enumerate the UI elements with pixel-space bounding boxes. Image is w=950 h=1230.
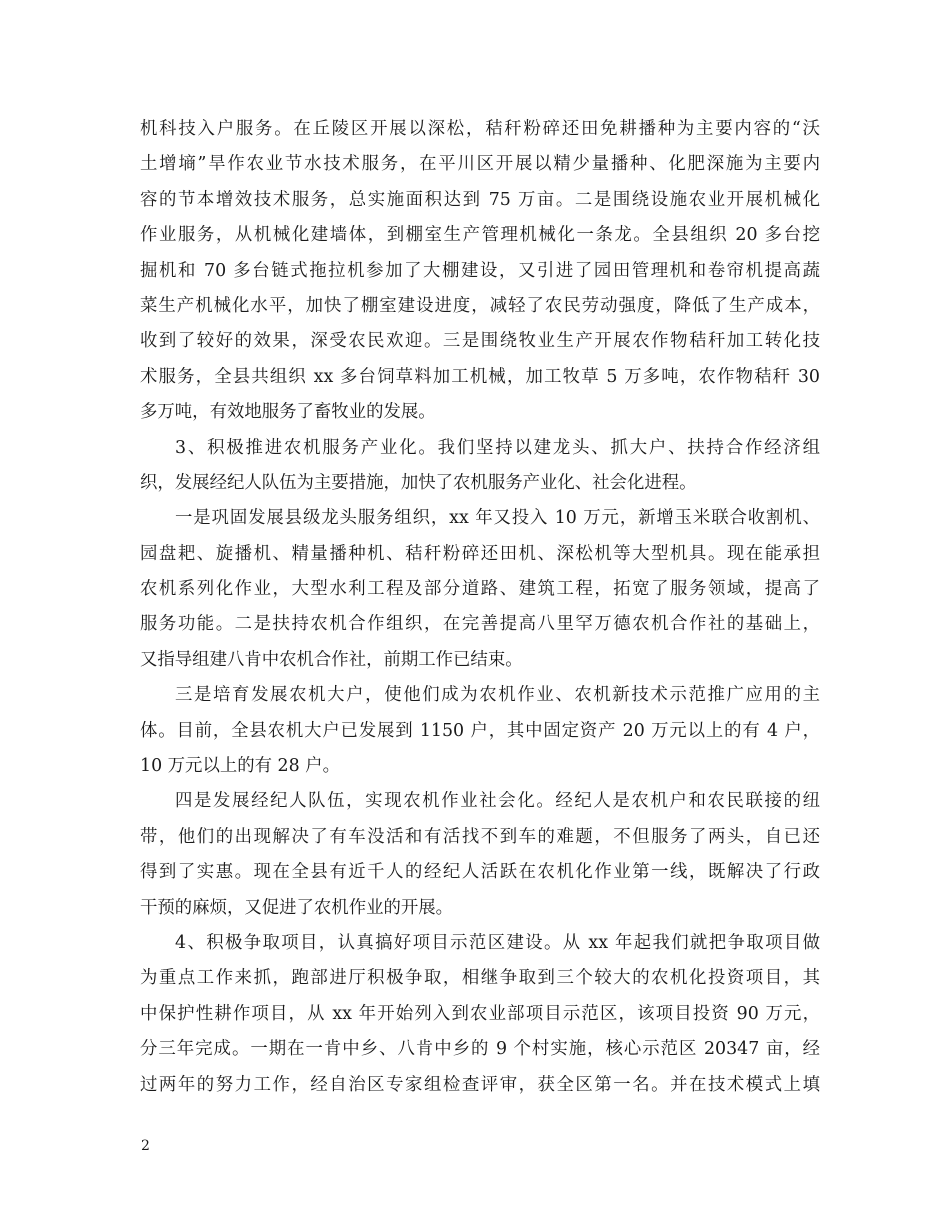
text-line: 4、积极争取项目，认真搞好项目示范区建设。从 xx 年起我们就把争取项目做 [175,932,820,953]
text-line: 10 万元以上的有 28 户。 [140,756,340,777]
text-line: 四是发展经纪人队伍，实现农机作业社会化。经纪人是农机户和农民联接的纽 [175,791,820,812]
text-line: 掘机和 70 多台链式拖拉机参加了大棚建设，又引进了园田管理机和卷帘机提高蔬 [140,260,820,281]
text-line: 多万吨，有效地服务了畜牧业的发展。 [140,402,436,423]
text-line: 分三年完成。一期在一肯中乡、八肯中乡的 9 个村实施，核心示范区 20347 亩，经 [140,1039,820,1060]
text-line: 过两年的努力工作，经自治区专家组检查评审，获全区第一名。并在技术模式上填 [140,1074,820,1095]
text-line: 机科技入户服务。在丘陵区开展以深松，秸秆粉碎还田免耕播种为主要内容的“沃 [140,119,820,139]
document-body [140,112,820,1103]
text-line: 一是巩固发展县级龙头服务组织，xx 年又投入 10 万元，新增玉米联合收割机、 [175,508,820,529]
text-line: 收到了较好的效果，深受农民欢迎。三是围绕牧业生产开展农作物秸秆加工转化技 [140,331,820,352]
text-line: 作业服务，从机械化建墙体，到棚室生产管理机械化一条龙。全县组织 20 多台挖 [140,225,820,246]
text-line: 园盘耙、旋播机、精量播种机、秸秆粉碎还田机、深松机等大型机具。现在能承担 [140,543,820,564]
text-line: 织，发展经纪人队伍为主要措施，加快了农机服务产业化、社会化进程。 [140,472,697,493]
text-line: 农机系列化作业，大型水利工程及部分道路、建筑工程，拓宽了服务领域，提高了 [140,579,820,600]
text-line: 中保护性耕作项目，从 xx 年开始列入到农业部项目示范区，该项目投资 90 万元， [140,1003,820,1024]
text-line: 容的节本增效技术服务，总实施面积达到 75 万亩。二是围绕设施农业开展机械化 [140,189,820,210]
text-line: 为重点工作来抓，跑部进厅积极争取，相继争取到三个较大的农机化投资项目，其 [140,968,820,989]
text-line: 干预的麻烦，又促进了农机作业的开展。 [140,897,454,918]
text-line: 体。目前，全县农机大户已发展到 1150 户，其中固定资产 20 万元以上的有 4 户， [140,720,820,741]
text-line: 得到了实惠。现在全县有近千人的经纪人活跃在农机化作业第一线，既解决了行政 [140,862,820,883]
text-line: 土增墒”旱作农业节水技术服务，在平川区开展以精少量播种、化肥深施为主要内 [140,154,820,175]
text-line: 3、积极推进农机服务产业化。我们坚持以建龙头、抓大户、扶持合作经济组 [175,437,820,458]
text-line: 三是培育发展农机大户，使他们成为农机作业、农机新技术示范推广应用的主 [175,685,820,706]
text-line: 术服务，全县共组织 xx 多台饲草料加工机械，加工牧草 5 万多吨，农作物秸秆 30 [140,366,820,387]
text-line: 服务功能。二是扶持农机合作组织，在完善提高八里罕万德农机合作社的基础上， [140,614,820,635]
text-line: 又指导组建八肯中农机合作社，前期工作已结束。 [140,649,523,670]
text-line: 菜生产机械化水平，加快了棚室建设进度，减轻了农民劳动强度，降低了生产成本， [140,295,820,316]
text-line: 带，他们的出现解决了有车没活和有活找不到车的难题，不但服务了两头，自已还 [140,826,820,847]
page-number: 2 [141,1138,150,1154]
